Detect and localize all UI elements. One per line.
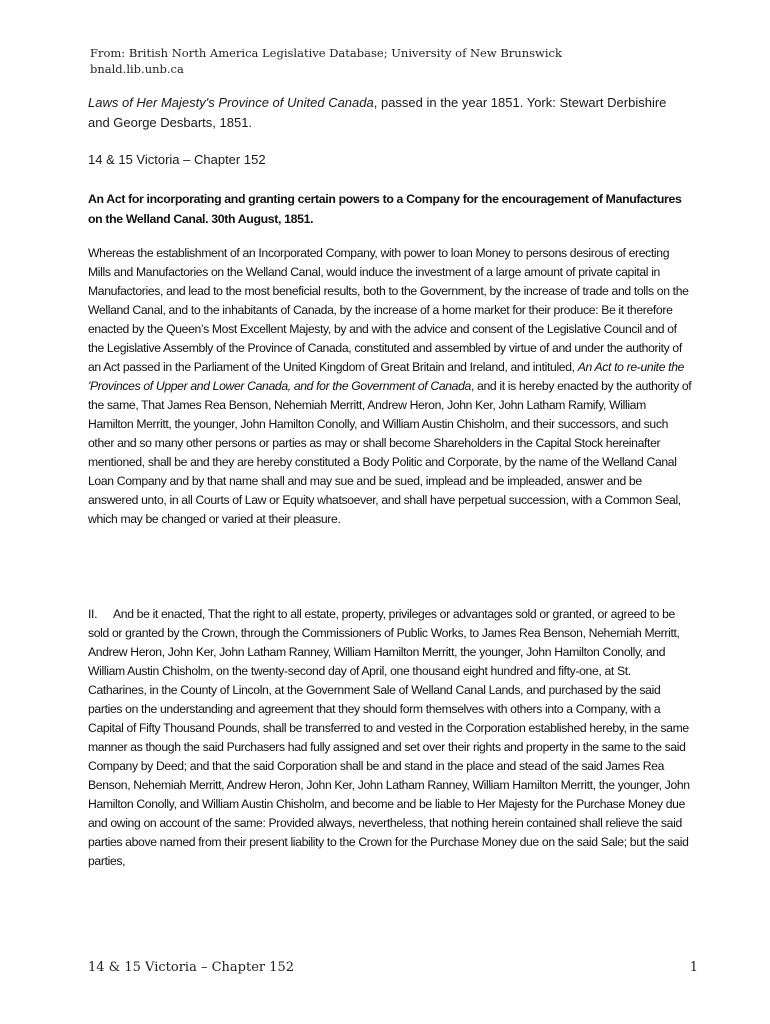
source-header <box>90 45 690 77</box>
preamble-paragraph <box>88 244 692 529</box>
chapter-heading: 14 & 15 Victoria – Chapter 152 <box>88 152 266 167</box>
section-2-text: And be it enacted, That the right to all estate, property, privileges or advantages sold or granted, or agreed to be sold or granted by the Crown, through the Commissioners of Public Works, to James Rea Benson, Nehemiah Merritt, Andrew Heron, John Ker, John Latham Ranney, William Hamilton Merritt, the younger, John Hamilton Conolly, and William Austin Chisholm, on the twenty-second day of April, one thousand eight hundred and fifty-one, at St. Catharines, in the County of Lincoln, at the Government Sale of Welland Canal Lands, and purchased by the said parties on the understanding and agreement that they should form themselves with others into a Company, with a Capital of Fifty Thousand Pounds, shall be transferred to and vested in the Corporation established hereby, in the same manner as though the said Purchasers had fully assigned and set over their rights and property in the same to the said Company by Deed; and that the said Corporation shall be and stand in the place and stead of the said James Rea Benson, Nehemiah Merritt, Andrew Heron, John Ker, John Latham Ranney, William Hamilton Merritt, the younger, John Hamilton Conolly, and William Austin Chisholm, and become and be liable to Her Majesty for the Purchase Money due and owing on account of the same: Provided always, nevertheless, that nothing herein contained shall relieve the said parties above named from their present liability to the Crown for the Purchase Money due on the said Sale; but the said parties, <box>88 607 690 868</box>
source-site-line: bnald.lib.unb.ca <box>90 62 184 76</box>
publication-title: Laws of Her Majesty's Province of United Canada <box>88 95 374 110</box>
section-number: II. <box>88 607 98 621</box>
act-title: An Act for incorporating and granting certain powers to a Company for the encouragement of Manufactures on the Welland Canal. 30th August, 1851. <box>88 192 682 226</box>
footer-chapter: 14 & 15 Victoria – Chapter 152 <box>88 960 295 975</box>
publication-citation <box>88 93 688 133</box>
preamble-act-reference: An Act to re-unite the 'Provinces of Upper and Lower Canada, and for the Government of Canada <box>88 360 685 393</box>
preamble-text-part1: Whereas the establishment of an Incorporated Company, with power to loan Money to persons desirous of erecting Mills and Manufactories on the Welland Canal, would induce the investment of a large amount of private capital in Manufactories, and lead to the most beneficial results, both to the Government, by the increase of trade and tolls on the Welland Canal, and to the inhabitants of Canada, by the increase of a home market for their produce: Be it therefore enacted by the Queen’s Most Excellent Majesty, by and with the advice and consent of the Legislative Council and of the Legislative Assembly of the Province of Canada, constituted and assembled by virtue of and under the authority of an Act passed in the Parliament of the United Kingdom of Great Britain and Ireland, and intituled, <box>88 246 689 374</box>
publication-details: , passed in the year 1851. York: Stewart Derbishire and George Desbarts, 1851. <box>88 95 667 130</box>
section-2-paragraph <box>88 605 692 871</box>
preamble-text-part2: , and it is hereby enacted by the authority of the same, That James Rea Benson, Nehemiah Merritt, Andrew Heron, John Ker, John Latham Ramify, William Hamilton Merritt, the younger, John Hamilton Conolly, and William Austin Chisholm, and their successors, and such other and so many other persons or parties as may or shall become Shareholders in the Capital Stock hereinafter mentioned, shall be and they are hereby constituted a Body Politic and Corporate, by the name of the Welland Canal Loan Company and by that name shall and may sue and be sued, implead and be impleaded, answer and be answered unto, in all Courts of Law or Equity whatsoever, and shall have perpetual succession, with a Common Seal, which may be changed or varied at their pleasure. <box>88 379 692 526</box>
source-database-line: From: British North America Legislative Database; University of New Brunswick <box>90 46 562 60</box>
page-number: 1 <box>689 960 698 975</box>
